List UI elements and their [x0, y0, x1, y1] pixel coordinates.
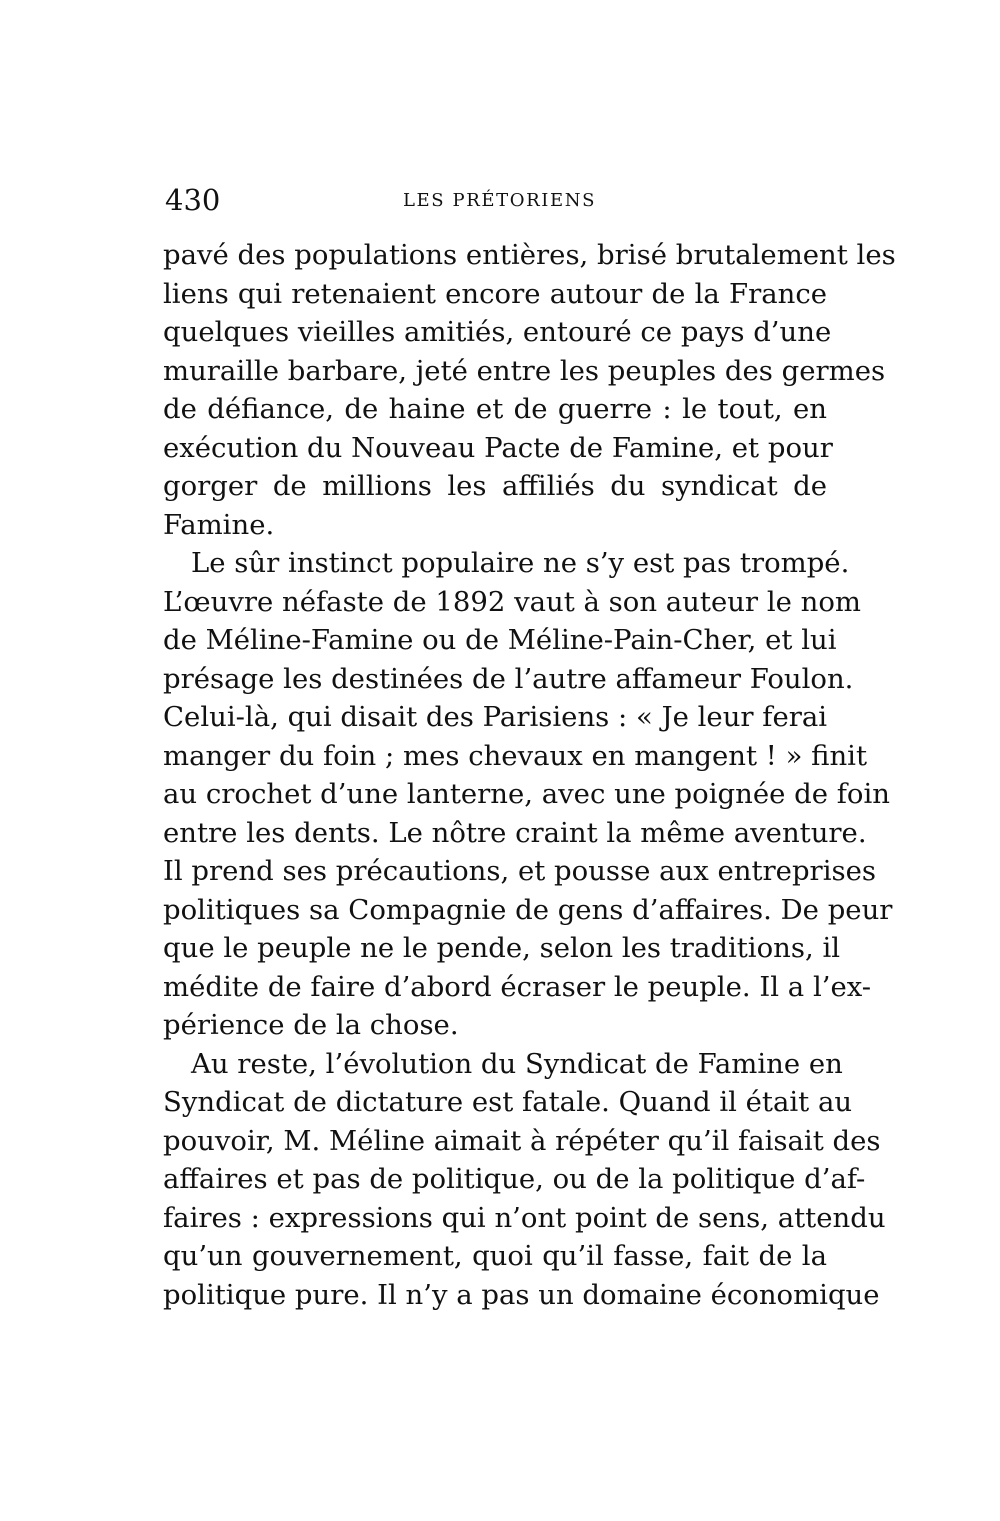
- paragraph-first-line: Le sûr instinct populaire ne s’y est pas trompé.: [191, 547, 850, 579]
- text-line: gorger de millions les affiliés du syndicat de: [163, 470, 827, 502]
- text-line: Il prend ses précautions, et pousse aux entreprises: [163, 855, 876, 887]
- running-title: LES PRÉTORIENS: [403, 190, 596, 211]
- text-line: affaires et pas de politique, ou de la politique d’af-: [163, 1163, 866, 1195]
- text-line: médite de faire d’abord écraser le peuple. Il a l’ex-: [163, 970, 872, 1003]
- text-line: pavé des populations entières, brisé brutalement les: [163, 239, 896, 271]
- text-line: liens qui retenaient encore autour de la France: [163, 277, 827, 310]
- text-line: manger du foin ; mes chevaux en mangent ! » finit: [163, 739, 868, 772]
- text-line: muraille barbare, jeté entre les peuples des germes: [163, 354, 886, 387]
- text-line: présage les destinées de l’autre affameur Foulon.: [163, 662, 854, 695]
- page-number: 430: [165, 183, 221, 217]
- text-line: entre les dents. Le nôtre craint la même aventure.: [163, 816, 867, 849]
- text-line: au crochet d’une lanterne, avec une poignée de foin: [163, 778, 890, 810]
- text-line: Syndicat de dictature est fatale. Quand il était au: [163, 1086, 853, 1118]
- text-line: de Méline-Famine ou de Méline-Pain-Cher, et lui: [163, 624, 837, 656]
- text-line: que le peuple ne le pende, selon les traditions, il: [163, 932, 841, 964]
- text-line: quelques vieilles amitiés, entouré ce pays d’une: [163, 316, 832, 348]
- text-line: de défiance, de haine et de guerre : le tout, en: [163, 393, 827, 425]
- paragraph-first-line: Au reste, l’évolution du Syndicat de Famine en: [191, 1047, 843, 1080]
- text-line: Celui-là, qui disait des Parisiens : « Je leur ferai: [163, 701, 828, 733]
- text-line: périence de la chose.: [163, 1009, 459, 1041]
- text-line: Famine.: [163, 508, 275, 541]
- text-line: politiques sa Compagnie de gens d’affaires. De peur: [163, 893, 893, 926]
- text-line: qu’un gouvernement, quoi qu’il fasse, fait de la: [163, 1240, 827, 1272]
- text-line: L’œuvre néfaste de 1892 vaut à son auteur le nom: [163, 585, 861, 618]
- running-head: [165, 180, 827, 220]
- body-text: [163, 236, 896, 1314]
- text-line: pouvoir, M. Méline aimait à répéter qu’il faisait des: [163, 1124, 881, 1157]
- text-line: exécution du Nouveau Pacte de Famine, et pour: [163, 431, 833, 464]
- text-line: faires : expressions qui n’ont point de sens, attendu: [163, 1201, 886, 1234]
- text-line: politique pure. Il n’y a pas un domaine économique: [163, 1278, 880, 1311]
